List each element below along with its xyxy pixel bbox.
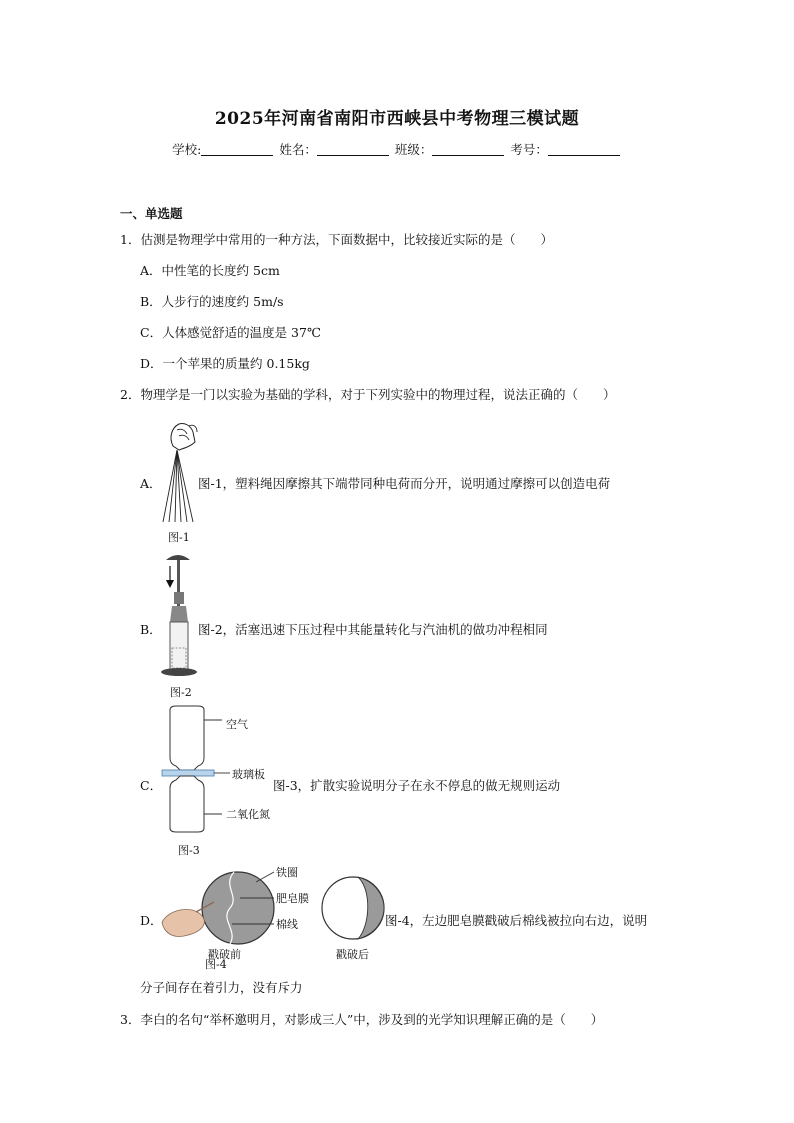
label-iron-ring: 铁圈 [276, 866, 298, 879]
question-1-option-a[interactable]: A．中性笔的长度约 5cm [140, 263, 280, 278]
name-label: 姓名： [279, 142, 317, 157]
question-2-option-b-letter[interactable]: B． [140, 622, 162, 637]
label-nitrogen-dioxide: 二氧化氮 [226, 808, 270, 821]
figure-4-caption: 图-4 [205, 958, 227, 971]
question-1-option-c[interactable]: C．人体感觉舒适的温度是 37℃ [140, 325, 321, 340]
figure-2-piston-syringe [158, 552, 206, 678]
figure-1-caption: 图-1 [168, 531, 190, 544]
question-1-stem: 1．估测是物理学中常用的一种方法，下面数据中，比较接近实际的是（ ） [120, 232, 553, 247]
figure-3-caption: 图-3 [178, 844, 200, 857]
question-2-option-c-text[interactable]: 图-3，扩散实验说明分子在永不停息的做无规则运动 [273, 778, 561, 793]
exam-number-label: 考号： [510, 142, 548, 157]
section-title: 一、单选题 [120, 206, 183, 221]
question-2-option-a-text[interactable]: 图-1，塑料绳因摩擦其下端带同种电荷而分开，说明通过摩擦可以创造电荷 [198, 476, 611, 491]
school-label: 学校: [172, 142, 202, 157]
label-glass-plate: 玻璃板 [232, 768, 265, 781]
class-blank[interactable] [432, 143, 504, 156]
exam-number-blank[interactable] [548, 143, 620, 156]
label-cotton-thread: 棉线 [276, 918, 298, 931]
question-1-option-b[interactable]: B．人步行的速度约 5m/s [140, 294, 284, 309]
figure-1-plastic-rope [155, 420, 205, 524]
label-soap-film: 肥皂膜 [276, 892, 309, 905]
label-after-pierce: 戳破后 [336, 948, 369, 961]
exam-title: 2025年河南省南阳市西峡县中考物理三模试题 [214, 109, 580, 129]
question-2-option-d-text-continued[interactable]: 分子间存在着引力，没有斥力 [140, 980, 303, 995]
question-3-stem: 3．李白的名句“举杯邀明月，对影成三人”中，涉及到的光学知识理解正确的是（ ） [120, 1012, 604, 1027]
question-2-option-d-letter[interactable]: D． [140, 913, 163, 928]
question-2-option-c-letter[interactable]: C． [140, 778, 163, 793]
class-label: 班级： [394, 142, 433, 157]
question-2-option-b-text[interactable]: 图-2，活塞迅速下压过程中其能量转化与汽油机的做功冲程相同 [198, 622, 548, 637]
question-1-option-d[interactable]: D．一个苹果的质量约 0.15kg [140, 356, 310, 371]
question-2-option-a-letter[interactable]: A． [140, 476, 162, 491]
student-info-line [0, 140, 794, 158]
figure-3-diffusion-bottles [150, 702, 280, 840]
name-blank[interactable] [317, 143, 389, 156]
label-before-pierce: 戳破前 [208, 948, 241, 961]
question-2-stem: 2．物理学是一门以实验为基础的学科，对于下列实验中的物理过程，说法正确的（ ） [120, 387, 616, 402]
figure-2-caption: 图-2 [170, 686, 192, 699]
label-air: 空气 [226, 718, 248, 731]
question-2-option-d-text[interactable]: 图-4，左边肥皂膜戳破后棉线被拉向右边，说明 [385, 913, 648, 928]
figure-4-soap-film [158, 862, 386, 974]
school-blank[interactable] [201, 143, 273, 156]
